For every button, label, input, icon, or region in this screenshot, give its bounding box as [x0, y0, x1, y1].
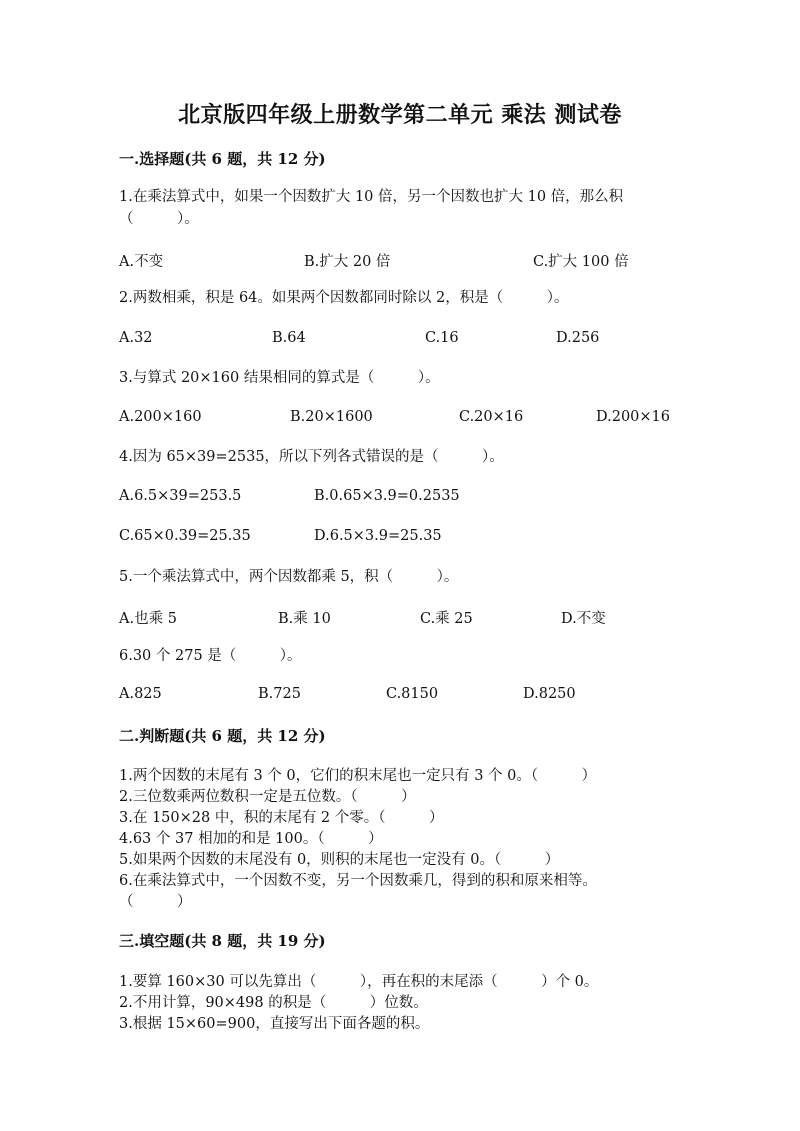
choice-q3-option-b: B.20×1600 — [290, 409, 373, 425]
choice-q3-stem: 3.与算式 20×160 结果相同的算式是（ ）。 — [119, 370, 440, 386]
choice-q6-stem: 6.30 个 275 是（ ）。 — [119, 648, 302, 664]
choice-q5-stem: 5.一个乘法算式中，两个因数都乘 5，积（ ）。 — [119, 569, 459, 585]
choice-q1-option-a: A.不变 — [119, 254, 164, 270]
choice-q5-option-b: B.乘 10 — [278, 611, 331, 627]
choice-q1-stem-line1: 1.在乘法算式中，如果一个因数扩大 10 倍，另一个因数也扩大 10 倍，那么积 — [119, 189, 624, 205]
choice-q4-stem: 4.因为 65×39=2535，所以下列各式错误的是（ ）。 — [119, 449, 504, 465]
judge-item-6: 6.在乘法算式中，一个因数不变，另一个因数乘几，得到的积和原来相等。 — [119, 873, 597, 889]
choice-q3-option-d: D.200×16 — [596, 409, 670, 425]
choice-q5-option-c: C.乘 25 — [420, 611, 473, 627]
choice-q1-option-b: B.扩大 20 倍 — [304, 254, 391, 270]
choice-q2-option-d: D.256 — [556, 330, 600, 346]
choice-q4-option-d: D.6.5×3.9=25.35 — [314, 528, 442, 544]
choice-q4-option-a: A.6.5×39=253.5 — [119, 488, 242, 504]
judge-item-2: 2.三位数乘两位数积一定是五位数。（ ） — [119, 789, 416, 805]
choice-q4-option-b: B.0.65×3.9=0.2535 — [314, 488, 460, 504]
choice-q6-option-a: A.825 — [119, 686, 162, 702]
judge-item-3: 3.在 150×28 中，积的末尾有 2 个零。（ ） — [119, 810, 444, 826]
judge-item-5: 5.如果两个因数的末尾没有 0，则积的末尾也一定没有 0。（ ） — [119, 852, 560, 868]
choice-q3-option-c: C.20×16 — [459, 409, 524, 425]
choice-q6-option-b: B.725 — [258, 686, 301, 702]
section-judge-heading: 二.判断题(共 6 题，共 12 分) — [119, 727, 326, 745]
section-choice-heading: 一.选择题(共 6 题，共 12 分) — [119, 150, 326, 168]
judge-item-4: 4.63 个 37 相加的和是 100。（ ） — [119, 831, 383, 847]
judge-item-6-answer: （ ） — [119, 894, 192, 910]
section-fill-heading: 三.填空题(共 8 题，共 19 分) — [119, 932, 326, 950]
fill-item-3: 3.根据 15×60=900，直接写出下面各题的积。 — [119, 1016, 430, 1032]
choice-q5-option-a: A.也乘 5 — [119, 611, 177, 627]
page-title: 北京版四年级上册数学第二单元 乘法 测试卷 — [178, 102, 622, 128]
choice-q1-option-c: C.扩大 100 倍 — [533, 254, 629, 270]
fill-item-1: 1.要算 160×30 可以先算出（ ），再在积的末尾添（ ）个 0。 — [119, 974, 599, 990]
choice-q2-option-b: B.64 — [272, 330, 306, 346]
choice-q6-option-d: D.8250 — [523, 686, 576, 702]
choice-q6-option-c: C.8150 — [386, 686, 439, 702]
fill-item-2: 2.不用计算，90×498 的积是（ ）位数。 — [119, 995, 428, 1011]
choice-q5-option-d: D.不变 — [561, 611, 606, 627]
choice-q4-option-c: C.65×0.39=25.35 — [119, 528, 251, 544]
choice-q3-option-a: A.200×160 — [119, 409, 202, 425]
choice-q2-stem: 2.两数相乘，积是 64。如果两个因数都同时除以 2，积是（ ）。 — [119, 290, 569, 306]
choice-q2-option-a: A.32 — [119, 330, 153, 346]
judge-item-1: 1.两个因数的末尾有 3 个 0，它们的积末尾也一定只有 3 个 0。（ ） — [119, 768, 597, 784]
choice-q1-stem-line2: （ ）。 — [119, 211, 199, 227]
choice-q2-option-c: C.16 — [425, 330, 459, 346]
